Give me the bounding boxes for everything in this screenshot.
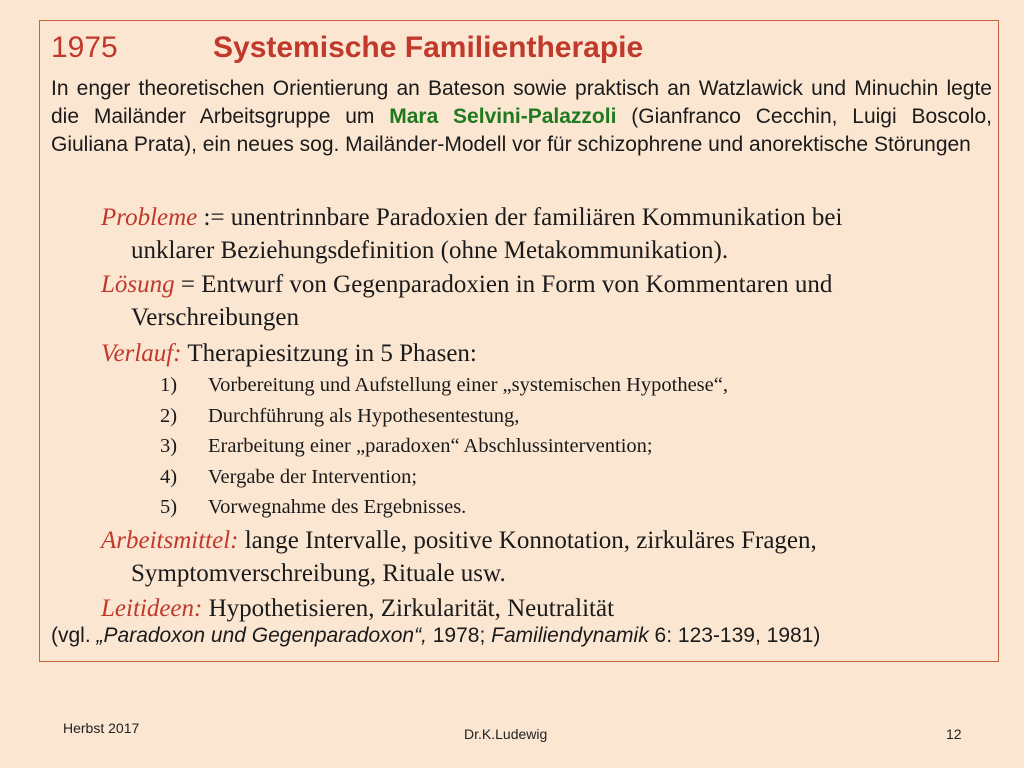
list-item-number: 4)	[160, 465, 178, 488]
list-item	[160, 492, 728, 523]
list-item	[160, 431, 728, 462]
list-item-text: Durchführung als Hypothesentestung,	[208, 404, 520, 427]
reference-suffix: 6: 123-139, 1981)	[648, 624, 821, 647]
arbeitsmittel-label: Arbeitsmittel:	[101, 527, 239, 554]
leitideen-paragraph	[101, 592, 991, 625]
list-item-number: 2)	[160, 404, 178, 427]
list-item-number: 3)	[160, 435, 178, 457]
list-item	[160, 462, 728, 493]
verlauf-paragraph	[101, 337, 991, 370]
intro-text-2: (Gianfranco Cecchin, Luigi Boscolo, Giuliana Prata), ein neues sog. Mailänder-Modell vor für schizophrene und anorektische Störungen	[51, 105, 992, 156]
reference-title-2: Familiendynamik	[491, 624, 649, 647]
list-item-text: Erarbeitung einer „paradoxen“ Abschlussintervention;	[208, 435, 653, 457]
loesung-paragraph	[101, 268, 991, 334]
title-name: Systemische Familientherapie	[213, 31, 644, 64]
list-item-text: Vergabe der Intervention;	[208, 465, 418, 488]
intro-paragraph	[51, 75, 992, 159]
phase-list	[160, 370, 728, 523]
probleme-label: Probleme	[101, 204, 198, 231]
slide-title	[51, 30, 643, 66]
reference-middle: 1978;	[426, 624, 492, 647]
verlauf-text: Therapiesitzung in 5 Phasen:	[181, 340, 477, 367]
list-item-text: Vorwegnahme des Ergebnisses.	[208, 496, 467, 518]
verlauf-label: Verlauf:	[101, 340, 182, 367]
list-item-number: 5)	[160, 496, 178, 518]
arbeitsmittel-paragraph	[101, 524, 991, 590]
list-item-text: Vorbereitung und Aufstellung einer „systemischen Hypothese“,	[208, 374, 728, 396]
probleme-text-1: := unentrinnbare Paradoxien der familiären Kommunikation bei	[197, 204, 843, 231]
intro-text-1: In enger theoretischen Orientierung an Bateson sowie praktisch an Watzlawick und Minuchin legte die Mailänder Arbeitsgruppe um	[51, 77, 992, 128]
arbeitsmittel-text-2: Symptomverschreibung, Rituale usw.	[131, 560, 506, 587]
footer-date: Herbst 2017	[63, 720, 140, 736]
probleme-paragraph	[101, 201, 991, 267]
loesung-text-1: = Entwurf von Gegenparadoxien in Form von Kommentaren und	[174, 271, 833, 298]
loesung-text-2: Verschreibungen	[131, 304, 299, 331]
title-year: 1975	[51, 31, 118, 64]
footer-page-number: 12	[946, 726, 962, 742]
loesung-label: Lösung	[101, 271, 175, 298]
intro-highlight-name: Mara Selvini-Palazzoli	[389, 105, 617, 128]
list-item-number: 1)	[160, 374, 178, 396]
reference-prefix: (vgl.	[51, 624, 97, 647]
leitideen-text: Hypothetisieren, Zirkularität, Neutralität	[202, 595, 615, 622]
reference-line	[51, 622, 991, 650]
arbeitsmittel-text-1: lange Intervalle, positive Konnotation, zirkuläres Fragen,	[238, 527, 817, 554]
leitideen-label: Leitideen:	[101, 595, 203, 622]
list-item	[160, 401, 728, 432]
list-item	[160, 370, 728, 401]
probleme-text-2: unklarer Beziehungsdefinition (ohne Metakommunikation).	[131, 237, 729, 264]
footer-author: Dr.K.Ludewig	[464, 726, 548, 742]
reference-title-1: „Paradoxon und Gegenparadoxon“,	[96, 624, 427, 647]
